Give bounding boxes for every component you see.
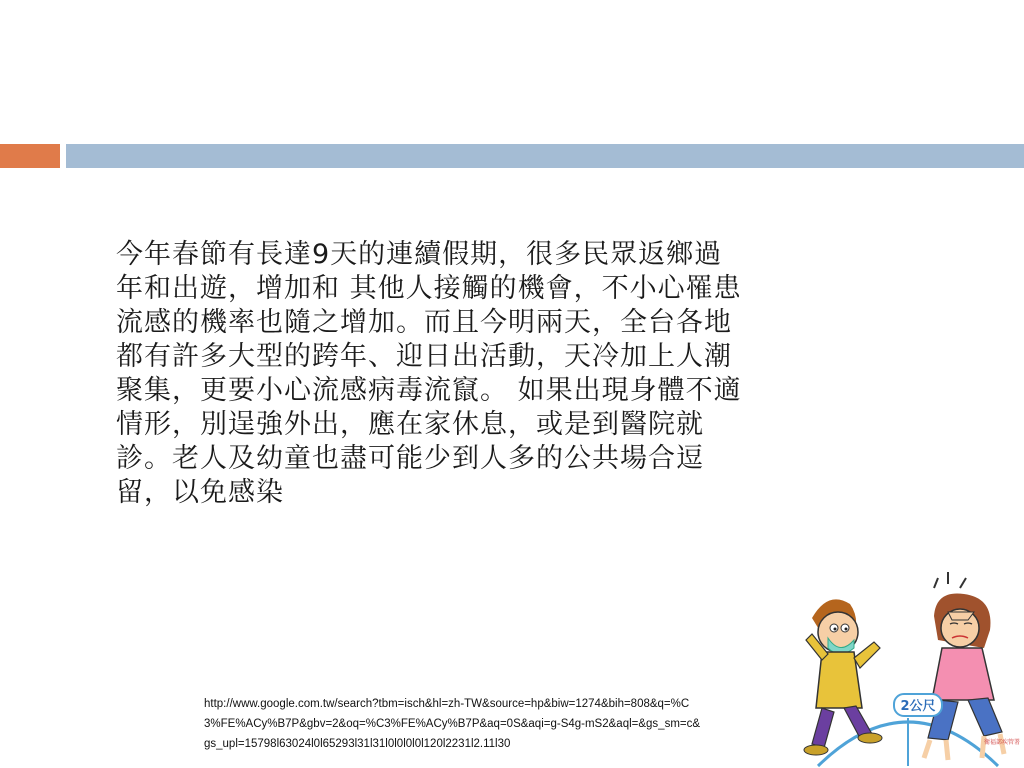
masked-man-figure <box>804 599 882 755</box>
accent-bar-orange <box>0 144 60 168</box>
cough-distance-illustration <box>798 568 1024 768</box>
illustration-caption: 衛福部疾管署 <box>983 739 1020 746</box>
distance-label: 2公尺 <box>900 699 936 714</box>
sick-woman-figure <box>924 572 1004 760</box>
distance-badge <box>894 694 942 716</box>
image-source-url: http://www.google.com.tw/search?tbm=isch&hl=zh-TW&source=hp&biw=1274&bih=808&q=%C3%FE%ACy%B7P&gbv=2&oq=%C3%FE%ACy%B7P&aq=0S&aqi=g-S4g-mS2&aql=&gs_sm=c&gs_upl=15798l63024l0l65293l31l31l0l0l0l0l120l2231l2.11l30 <box>204 698 701 750</box>
slide-body-text: 今年春節有長達9天的連續假期，很多民眾返鄉過年和出遊，增加和 其他人接觸的機會，不小心罹患流感的機率也隨之增加。而且今明兩天，全台各地都有許多大型的跨年、迎日出活動，天冷加上人潮聚集，更要小心流感病毒流竄。 如果出現身體不適情形，別逞強外出，應在家休息，或是到醫院就診。老人及幼童也盡可能少到人多的公共場合逗留，以免感染 <box>116 239 742 508</box>
accent-bar-blue <box>66 144 1024 168</box>
